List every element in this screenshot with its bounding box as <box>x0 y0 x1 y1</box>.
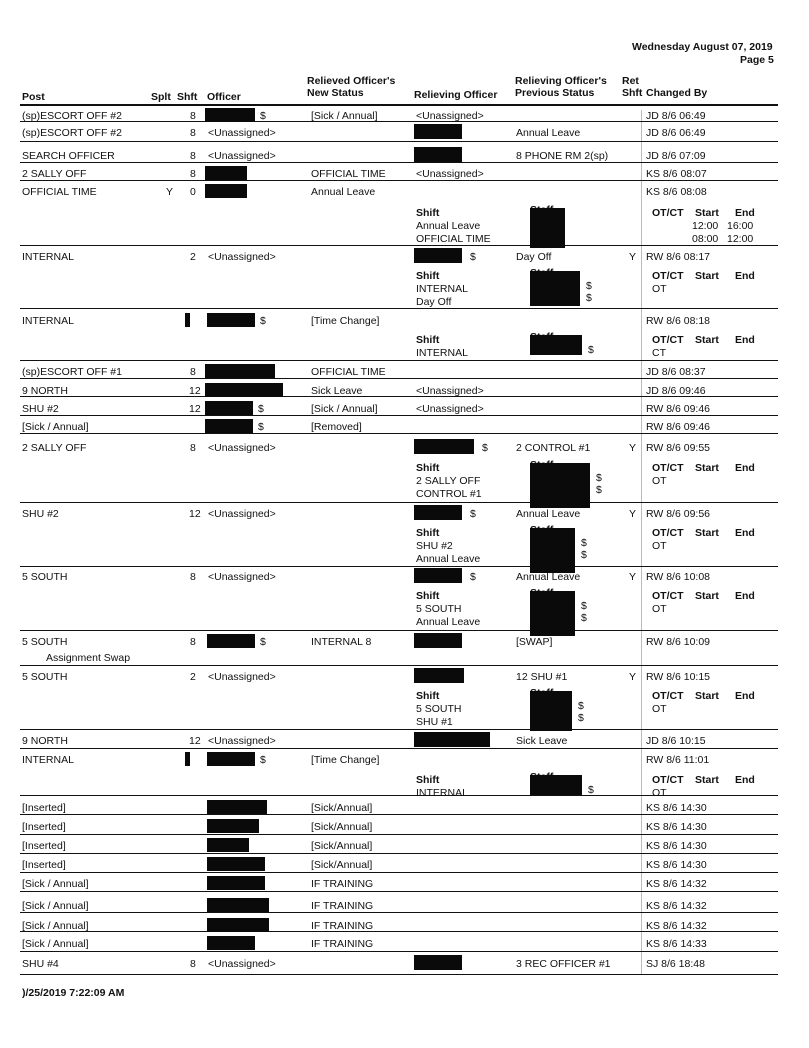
ot-end-time: 12:00 <box>727 233 754 245</box>
row-post: SHU #4 <box>22 958 59 970</box>
row-ret-shift: Y <box>629 571 637 583</box>
start-label: Start <box>695 527 719 539</box>
column-divider <box>641 110 642 975</box>
ot-type: OT <box>652 540 667 552</box>
relieving-redaction <box>414 439 474 454</box>
row-post: [Sick / Annual] <box>22 900 89 912</box>
row-previous-status: [SWAP] <box>516 636 553 648</box>
dollar-mark: $ <box>260 315 266 327</box>
row-new-status: OFFICIAL TIME <box>311 168 386 180</box>
officer-redaction <box>207 838 249 852</box>
detail-shift-line: Annual Leave <box>416 616 481 628</box>
row-rule <box>20 814 778 815</box>
detail-shift-line: 5 SOUTH <box>416 703 462 715</box>
row-post: [Sick / Annual] <box>22 421 89 433</box>
row-new-status: [Sick / Annual] <box>311 403 378 415</box>
row-relieving-officer: <Unassigned> <box>416 168 484 180</box>
officer-redaction <box>205 383 283 397</box>
row-rule <box>20 245 778 246</box>
row-changed-by: RW 8/6 08:18 <box>646 315 711 327</box>
row-relieving-officer: <Unassigned> <box>416 403 484 415</box>
dollar-mark: $ <box>260 754 266 766</box>
row-post: 9 NORTH <box>22 385 68 397</box>
row-new-status: [Sick/Annual] <box>311 840 373 852</box>
officer-redaction <box>205 401 253 415</box>
row-officer: <Unassigned> <box>208 958 276 970</box>
dollar-mark: $ <box>260 636 266 648</box>
row-shift: 0 <box>190 186 196 198</box>
row-post: 5 SOUTH <box>22 671 68 683</box>
row-shift: 8 <box>190 168 196 180</box>
row-post: [Sick / Annual] <box>22 878 89 890</box>
row-post: [Inserted] <box>22 802 66 814</box>
row-shift: 12 <box>189 385 201 397</box>
header-rule <box>20 104 778 106</box>
staff-redaction <box>530 208 565 248</box>
row-new-status: Annual Leave <box>311 186 376 198</box>
officer-redaction <box>205 419 253 433</box>
row-rule <box>20 834 778 835</box>
row-officer: <Unassigned> <box>208 442 276 454</box>
row-post: [Inserted] <box>22 821 66 833</box>
row-new-status: [Time Change] <box>311 315 380 327</box>
dollar-mark: $ <box>581 537 587 549</box>
row-new-status: OFFICIAL TIME <box>311 366 386 378</box>
col-relieving-prev-2: Previous Status <box>515 87 595 99</box>
row-changed-by: RW 8/6 09:55 <box>646 442 711 454</box>
row-post: 5 SOUTH <box>22 571 68 583</box>
otct-label: OT/CT <box>652 462 684 474</box>
row-previous-status: 2 CONTROL #1 <box>516 442 591 454</box>
row-changed-by: SJ 8/6 18:48 <box>646 958 705 970</box>
row-changed-by: RW 8/6 09:46 <box>646 421 711 433</box>
row-shift: 8 <box>190 150 196 162</box>
officer-redaction <box>207 898 269 912</box>
staff-redaction <box>530 775 582 795</box>
detail-shift-line: Day Off <box>416 296 452 308</box>
row-shift: 12 <box>189 403 201 415</box>
report-date: Wednesday August 07, 2019 <box>632 41 773 53</box>
row-changed-by: JD 8/6 08:37 <box>646 366 706 378</box>
detail-shift-label: Shift <box>416 462 440 474</box>
row-previous-status: Annual Leave <box>516 508 581 520</box>
row-new-status: [Removed] <box>311 421 362 433</box>
row-previous-status: 8 PHONE RM 2(sp) <box>516 150 609 162</box>
detail-shift-label: Shift <box>416 334 440 346</box>
officer-redaction <box>207 313 255 327</box>
row-subnote: Assignment Swap <box>46 652 131 664</box>
row-relieving-officer: <Unassigned> <box>416 110 484 122</box>
detail-shift-line: CONTROL #1 <box>416 488 482 500</box>
end-label: End <box>735 334 755 346</box>
relieving-redaction <box>414 505 462 520</box>
otct-label: OT/CT <box>652 334 684 346</box>
row-changed-by: KS 8/6 14:32 <box>646 920 707 932</box>
row-rule <box>20 308 778 309</box>
row-new-status: Sick Leave <box>311 385 363 397</box>
dollar-mark: $ <box>581 549 587 561</box>
row-rule <box>20 415 778 416</box>
ot-end-time: 16:00 <box>727 220 754 232</box>
row-shift: 2 <box>190 671 196 683</box>
detail-shift-line: INTERNAL <box>416 283 468 295</box>
row-post: SHU #2 <box>22 403 59 415</box>
start-label: Start <box>695 270 719 282</box>
row-relieving-officer: <Unassigned> <box>416 385 484 397</box>
row-new-status: IF TRAINING <box>311 900 374 912</box>
row-post: (sp)ESCORT OFF #2 <box>22 127 122 139</box>
ot-type: OT <box>652 475 667 487</box>
row-rule <box>20 502 778 503</box>
row-changed-by: RW 8/6 09:46 <box>646 403 711 415</box>
row-officer: <Unassigned> <box>208 127 276 139</box>
row-rule <box>20 872 778 873</box>
dollar-mark: $ <box>482 442 488 454</box>
otct-label: OT/CT <box>652 590 684 602</box>
row-rule <box>20 748 778 749</box>
row-changed-by: KS 8/6 14:32 <box>646 878 707 890</box>
dollar-mark: $ <box>470 251 476 263</box>
row-rule <box>20 853 778 854</box>
detail-shift-line: 2 SALLY OFF <box>416 475 481 487</box>
detail-shift-line: SHU #1 <box>416 716 453 728</box>
dollar-mark: $ <box>588 344 594 356</box>
staff-redaction <box>530 691 572 731</box>
officer-redaction <box>207 634 255 648</box>
staff-redaction <box>530 335 582 355</box>
row-rule <box>20 141 778 142</box>
row-rule <box>20 180 778 181</box>
row-post: SEARCH OFFICER <box>22 150 115 162</box>
officer-redaction <box>207 876 265 890</box>
row-shift: 8 <box>190 110 196 122</box>
end-label: End <box>735 270 755 282</box>
row-ret-shift: Y <box>629 251 637 263</box>
staff-redaction <box>530 463 590 508</box>
row-shift: 2 <box>190 251 196 263</box>
officer-redaction <box>205 364 275 378</box>
row-changed-by: KS 8/6 14:30 <box>646 821 707 833</box>
row-post: INTERNAL <box>22 315 74 327</box>
row-post: OFFICIAL TIME <box>22 186 97 198</box>
row-changed-by: RW 8/6 08:17 <box>646 251 711 263</box>
detail-shift-label: Shift <box>416 527 440 539</box>
dollar-mark: $ <box>596 472 602 484</box>
row-changed-by: KS 8/6 14:30 <box>646 859 707 871</box>
detail-shift-label: Shift <box>416 690 440 702</box>
row-shift: 8 <box>190 636 196 648</box>
dollar-mark: $ <box>260 110 266 122</box>
row-rule <box>20 360 778 361</box>
detail-shift-line: Annual Leave <box>416 553 481 565</box>
footer-timestamp: )/25/2019 7:22:09 AM <box>22 987 125 999</box>
dollar-mark: $ <box>581 600 587 612</box>
end-label: End <box>735 690 755 702</box>
row-changed-by: KS 8/6 14:32 <box>646 900 707 912</box>
row-post: (sp)ESCORT OFF #2 <box>22 110 122 122</box>
row-officer: <Unassigned> <box>208 508 276 520</box>
detail-shift-line: Annual Leave <box>416 220 481 232</box>
row-rule <box>20 630 778 631</box>
relieving-redaction <box>414 568 462 583</box>
row-post: INTERNAL <box>22 251 74 263</box>
start-label: Start <box>695 462 719 474</box>
row-ret-shift: Y <box>629 442 637 454</box>
row-changed-by: JD 8/6 10:15 <box>646 735 706 747</box>
row-post: 2 SALLY OFF <box>22 168 87 180</box>
row-shift: 8 <box>190 366 196 378</box>
start-label: Start <box>695 774 719 786</box>
row-rule <box>20 433 778 434</box>
detail-shift-line: SHU #2 <box>416 540 453 552</box>
row-previous-status: Annual Leave <box>516 127 581 139</box>
dollar-mark: $ <box>470 571 476 583</box>
row-changed-by: KS 8/6 08:08 <box>646 186 707 198</box>
row-ret-shift: Y <box>629 508 637 520</box>
row-rule <box>20 378 778 379</box>
otct-label: OT/CT <box>652 774 684 786</box>
start-label: Start <box>695 590 719 602</box>
row-changed-by: KS 8/6 14:33 <box>646 938 707 950</box>
detail-shift-label: Shift <box>416 774 440 786</box>
row-new-status: [Sick / Annual] <box>311 110 378 122</box>
row-post: INTERNAL <box>22 754 74 766</box>
row-post: (sp)ESCORT OFF #1 <box>22 366 122 378</box>
row-rule <box>20 891 778 892</box>
row-previous-status: 3 REC OFFICER #1 <box>516 958 611 970</box>
dollar-mark: $ <box>578 700 584 712</box>
col-relieved-status-2: New Status <box>307 87 364 99</box>
col-shift: Shft <box>177 91 198 103</box>
col-officer: Officer <box>207 91 241 103</box>
row-rule <box>20 974 778 975</box>
officer-redaction <box>205 184 247 198</box>
officer-redaction <box>207 918 269 932</box>
ot-type: CT <box>652 347 666 359</box>
row-rule <box>20 566 778 567</box>
officer-redaction <box>207 752 255 766</box>
row-changed-by: JD 8/6 09:46 <box>646 385 706 397</box>
row-changed-by: RW 8/6 10:15 <box>646 671 711 683</box>
relieving-redaction <box>414 955 462 970</box>
row-new-status: [Sick/Annual] <box>311 859 373 871</box>
ot-type: OT <box>652 603 667 615</box>
dollar-mark: $ <box>470 508 476 520</box>
col-relieving-prev-1: Relieving Officer's <box>515 75 607 87</box>
row-new-status: [Time Change] <box>311 754 380 766</box>
row-new-status: IF TRAINING <box>311 878 374 890</box>
row-rule <box>20 665 778 666</box>
end-label: End <box>735 774 755 786</box>
start-label: Start <box>695 334 719 346</box>
row-post: [Inserted] <box>22 840 66 852</box>
row-changed-by: RW 8/6 09:56 <box>646 508 711 520</box>
row-rule <box>20 951 778 952</box>
col-post: Post <box>22 91 45 103</box>
detail-shift-line: OFFICIAL TIME <box>416 233 491 245</box>
otct-label: OT/CT <box>652 690 684 702</box>
row-post: 9 NORTH <box>22 735 68 747</box>
row-new-status: [Sick/Annual] <box>311 802 373 814</box>
row-new-status: INTERNAL 8 <box>311 636 372 648</box>
shift-redaction <box>185 752 190 766</box>
row-post: [Sick / Annual] <box>22 938 89 950</box>
row-rule <box>20 162 778 163</box>
row-rule <box>20 729 778 730</box>
row-new-status: [Sick/Annual] <box>311 821 373 833</box>
relieving-redaction <box>414 732 490 747</box>
row-post: [Sick / Annual] <box>22 920 89 932</box>
detail-shift-line: INTERNAL <box>416 347 468 359</box>
row-post: 2 SALLY OFF <box>22 442 87 454</box>
col-relieving-officer: Relieving Officer <box>414 89 498 101</box>
ot-type: OT <box>652 283 667 295</box>
row-post: SHU #2 <box>22 508 59 520</box>
row-new-status: IF TRAINING <box>311 938 374 950</box>
relieving-redaction <box>414 668 464 683</box>
otct-label: OT/CT <box>652 207 684 219</box>
row-split: Y <box>166 186 174 198</box>
end-label: End <box>735 590 755 602</box>
dollar-mark: $ <box>258 421 264 433</box>
row-officer: <Unassigned> <box>208 251 276 263</box>
officer-redaction <box>207 857 265 871</box>
dollar-mark: $ <box>581 612 587 624</box>
relieving-redaction <box>414 147 462 162</box>
row-changed-by: KS 8/6 14:30 <box>646 802 707 814</box>
end-label: End <box>735 207 755 219</box>
staff-redaction <box>530 591 575 636</box>
relieving-redaction <box>414 124 462 139</box>
row-previous-status: Annual Leave <box>516 571 581 583</box>
dollar-mark: $ <box>596 484 602 496</box>
row-officer: <Unassigned> <box>208 671 276 683</box>
staff-redaction <box>530 271 580 306</box>
start-label: Start <box>695 690 719 702</box>
dollar-mark: $ <box>578 712 584 724</box>
row-new-status: IF TRAINING <box>311 920 374 932</box>
start-label: Start <box>695 207 719 219</box>
row-changed-by: KS 8/6 08:07 <box>646 168 707 180</box>
row-changed-by: RW 8/6 10:09 <box>646 636 711 648</box>
detail-shift-line: INTERNAL <box>416 787 468 799</box>
officer-redaction <box>205 166 247 180</box>
row-previous-status: Sick Leave <box>516 735 568 747</box>
row-changed-by: JD 8/6 07:09 <box>646 150 706 162</box>
dollar-mark: $ <box>258 403 264 415</box>
row-shift: 8 <box>190 442 196 454</box>
detail-shift-label: Shift <box>416 590 440 602</box>
ot-start-time: 08:00 <box>692 233 719 245</box>
staff-redaction <box>530 528 575 573</box>
shift-redaction <box>185 313 190 327</box>
row-officer: <Unassigned> <box>208 150 276 162</box>
row-officer: <Unassigned> <box>208 571 276 583</box>
otct-label: OT/CT <box>652 270 684 282</box>
row-previous-status: 12 SHU #1 <box>516 671 568 683</box>
row-post: 5 SOUTH <box>22 636 68 648</box>
detail-shift-label: Shift <box>416 207 440 219</box>
col-relieved-status-1: Relieved Officer's <box>307 75 396 87</box>
ot-start-time: 12:00 <box>692 220 719 232</box>
row-shift: 12 <box>189 508 201 520</box>
col-split: Splt <box>151 91 171 103</box>
ot-type: OT <box>652 787 667 799</box>
officer-redaction <box>207 800 267 814</box>
col-changed-by: Changed By <box>646 87 708 99</box>
officer-redaction <box>205 108 255 122</box>
col-ret-1: Ret <box>622 75 639 87</box>
row-ret-shift: Y <box>629 671 637 683</box>
row-changed-by: KS 8/6 14:30 <box>646 840 707 852</box>
row-changed-by: RW 8/6 10:08 <box>646 571 711 583</box>
officer-redaction <box>207 819 259 833</box>
detail-shift-line: 5 SOUTH <box>416 603 462 615</box>
row-post: [Inserted] <box>22 859 66 871</box>
dollar-mark: $ <box>588 784 594 796</box>
row-previous-status: Day Off <box>516 251 552 263</box>
row-shift: 8 <box>190 571 196 583</box>
row-shift: 8 <box>190 127 196 139</box>
dollar-mark: $ <box>586 280 592 292</box>
row-rule <box>20 912 778 913</box>
row-changed-by: JD 8/6 06:49 <box>646 127 706 139</box>
row-shift: 8 <box>190 958 196 970</box>
otct-label: OT/CT <box>652 527 684 539</box>
dollar-mark: $ <box>586 292 592 304</box>
officer-redaction <box>207 936 255 950</box>
relieving-redaction <box>414 248 462 263</box>
end-label: End <box>735 462 755 474</box>
ot-type: OT <box>652 703 667 715</box>
row-officer: <Unassigned> <box>208 735 276 747</box>
row-changed-by: JD 8/6 06:49 <box>646 110 706 122</box>
row-shift: 12 <box>189 735 201 747</box>
relieving-redaction <box>414 633 462 648</box>
row-changed-by: RW 8/6 11:01 <box>646 754 710 766</box>
detail-shift-label: Shift <box>416 270 440 282</box>
page-number: Page 5 <box>740 54 774 66</box>
col-ret-2: Shft <box>622 87 643 99</box>
end-label: End <box>735 527 755 539</box>
